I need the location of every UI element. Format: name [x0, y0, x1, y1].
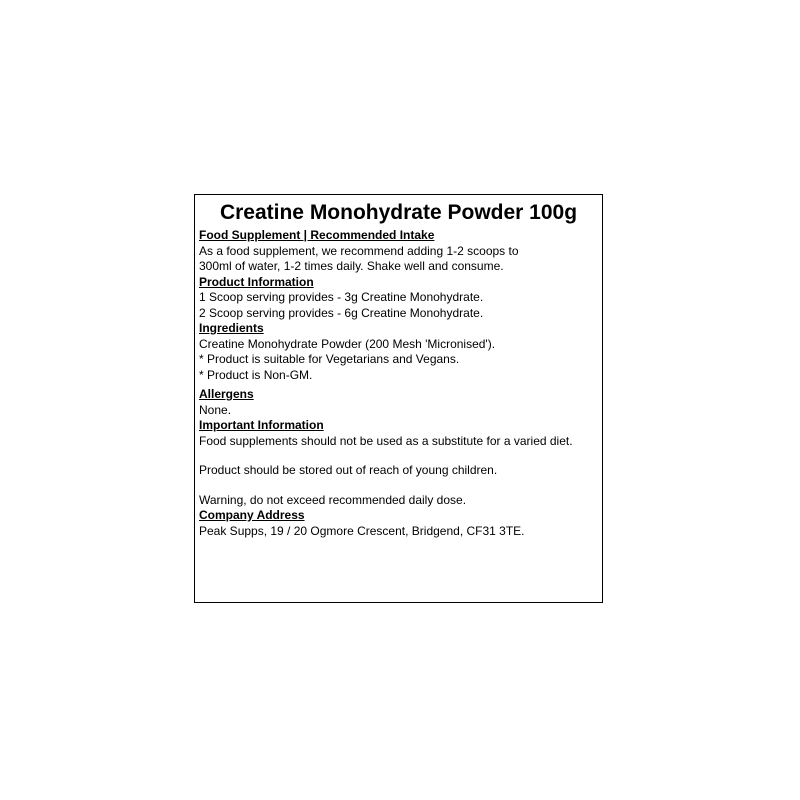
ingredients-line: Creatine Monohydrate Powder (200 Mesh 'Micronised'). — [199, 336, 496, 351]
label-content — [195, 226, 602, 539]
intake-heading: Food Supplement | Recommended Intake — [199, 228, 435, 242]
important-line: Warning, do not exceed recommended daily dose. — [199, 492, 467, 507]
important-line: Food supplements should not be used as a substitute for a varied diet. — [199, 433, 573, 448]
product-info-line: 2 Scoop serving provides - 6g Creatine Monohydrate. — [199, 305, 484, 320]
important-heading: Important Information — [199, 418, 324, 432]
product-label — [194, 194, 603, 603]
intake-line: 300ml of water, 1-2 times daily. Shake well and consume. — [199, 259, 504, 273]
important-line: Product should be stored out of reach of young children. — [199, 463, 498, 477]
allergens-line: None. — [199, 402, 232, 417]
allergens-heading: Allergens — [199, 387, 254, 401]
product-title: Creatine Monohydrate Powder 100g — [219, 201, 578, 224]
company-heading: Company Address — [199, 508, 305, 522]
ingredients-line: * Product is Non-GM. — [199, 367, 313, 382]
intake-line: As a food supplement, we recommend adding 1-2 scoops to — [199, 243, 519, 258]
product-info-line: 1 Scoop serving provides - 3g Creatine Monohydrate. — [199, 290, 484, 304]
product-info-heading: Product Information — [199, 274, 314, 289]
ingredients-heading: Ingredients — [199, 321, 264, 335]
ingredients-line: * Product is suitable for Vegetarians and Vegans. — [199, 352, 460, 366]
company-address: Peak Supps, 19 / 20 Ogmore Crescent, Bridgend, CF31 3TE. — [199, 523, 525, 538]
